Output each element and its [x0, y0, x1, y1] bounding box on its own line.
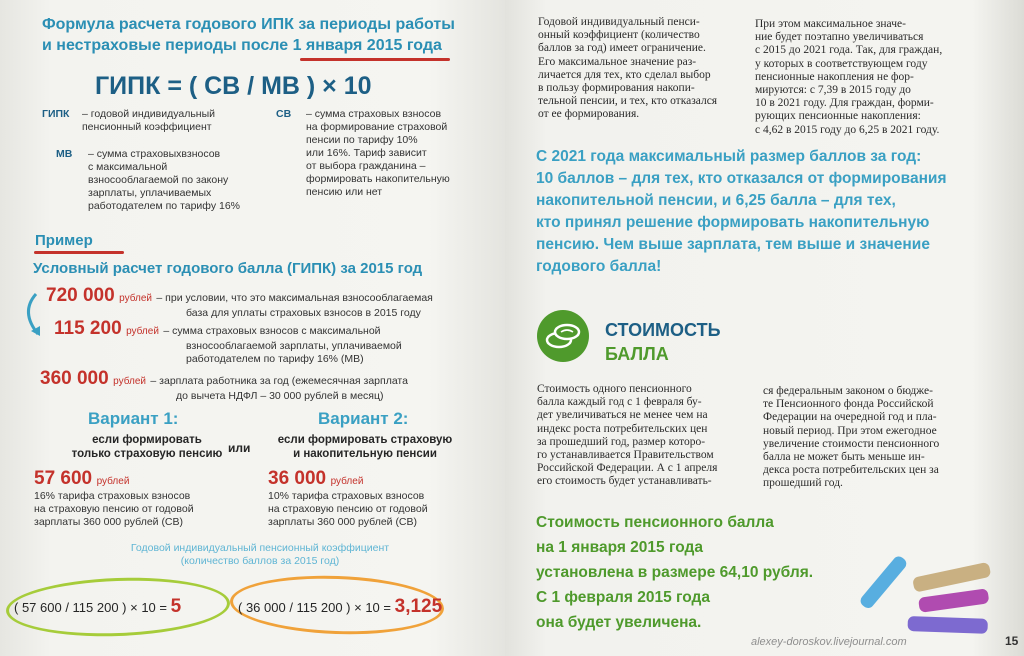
row-unit: рублей [119, 293, 152, 304]
example-row [46, 285, 496, 320]
caption-line: Годовой индивидуальный пенсионный коэффициент [130, 542, 390, 554]
text-line: онный коэффициент (количество [538, 29, 700, 42]
variant-text: 10% тарифа страховых взносов [268, 490, 425, 502]
def-line: на формирование страховой [306, 121, 448, 133]
row-number: 360 000 [40, 368, 109, 389]
example-row [40, 368, 500, 403]
example-row [54, 318, 494, 366]
text-line: При этом максимальное значе- [755, 18, 906, 30]
variant-unit: рублей [330, 476, 364, 487]
note-line: Стоимость пенсионного балла [536, 514, 774, 531]
row-unit: рублей [126, 326, 159, 337]
variant-number: 57 600 [34, 468, 93, 489]
variant-text: зарплаты 360 000 рублей (СВ) [34, 516, 184, 528]
note-line: на 1 января 2015 года [536, 539, 703, 556]
page-number: 15 [1005, 634, 1019, 648]
variant-text: на страховую пенсию от годовой [34, 503, 194, 515]
variant2-title: Вариант 2: [318, 409, 409, 428]
text-line: Российской Федерации. А с 1 апреля [537, 462, 718, 475]
variant1-title: Вариант 1: [88, 409, 179, 428]
row-unit: рублей [113, 376, 146, 387]
variant-text: 16% тарифа страховых взносов [34, 490, 191, 502]
def-line: работодателем по тарифу 16% [88, 200, 241, 212]
left-page [0, 0, 505, 656]
text-line: в пользу формирования накопи- [538, 82, 695, 95]
row-number: 115 200 [54, 318, 122, 339]
cost-column-2 [763, 385, 983, 491]
text-line: его стоимость будет устанавливать- [537, 475, 712, 488]
text-line: балла каждый год с 1 февраля бу- [537, 396, 702, 409]
row-text: – сумма страховых взносов с максимальной [163, 325, 381, 337]
calc-expression: ( 36 000 / 115 200 ) × 10 = [238, 600, 391, 615]
def-mv [56, 148, 286, 213]
text-line: Годовой индивидуальный пенси- [538, 16, 700, 28]
row-text: – при условии, что это максимальная взносооблагаемая [156, 292, 433, 304]
heading-underline [300, 58, 450, 61]
text-line: го устанавливается Правительством [537, 449, 714, 462]
text-line: за прошедший год, размер которо- [537, 435, 706, 448]
section-title-line: СТОИМОСТЬ [605, 320, 721, 340]
text-line: ся федеральным законом о бюдже- [763, 385, 933, 397]
variant2-condition [265, 433, 465, 461]
highlight-line: годового балла! [536, 258, 662, 275]
formula: ГИПК = ( СВ / МВ ) × 10 [95, 72, 372, 100]
def-line: зарплаты, уплачиваемых [88, 187, 212, 199]
chalk-icon [850, 548, 1000, 638]
example-title: Условный расчет годового балла (ГИПК) за 2015 год [33, 260, 423, 277]
def-line: – сумма страховых взносов [306, 108, 442, 120]
text-line: те Пенсионного фонда Российской [763, 398, 934, 411]
row-text: до вычета НДФЛ – 30 000 рублей в месяц) [176, 390, 384, 402]
text-line: с 4,62 в 2015 году до 6,25 в 2021 году. [755, 123, 940, 136]
text-line: дет увеличиваться не менее чем на [537, 409, 708, 422]
variant1-condition [62, 433, 232, 461]
highlight-line: кто принял решение формировать накопительную [536, 214, 930, 231]
condition-line: только страховую пенсию [71, 448, 223, 460]
variant-text: зарплаты 360 000 рублей (СВ) [268, 516, 418, 528]
def-line: пенсию или нет [306, 186, 383, 198]
text-line: Его максимальное значение раз- [538, 55, 697, 68]
def-line: пенсионный коэффициент [82, 121, 212, 133]
intro-column-2 [755, 18, 970, 137]
variant2-amount [268, 468, 498, 529]
row-number: 720 000 [46, 285, 115, 306]
def-term: СВ [276, 108, 292, 120]
row-text: база для уплаты страховых взносов в 2015 году [186, 307, 421, 319]
text-line: с 2015 до 2021 года. Так, для граждан, [755, 44, 943, 57]
def-line: – сумма страховыхвзносов [88, 148, 221, 160]
def-term: ГИПК [42, 108, 70, 120]
text-line: у которых в соответствующем году [755, 57, 928, 70]
condition-line: если формировать [92, 434, 202, 446]
row-text: взносооблагаемой зарплаты, уплачиваемой [186, 340, 402, 352]
note-line: С 1 февраля 2015 года [536, 589, 710, 606]
text-line: прошедший год. [763, 477, 843, 490]
section-title [605, 318, 721, 366]
text-line: баллов за год) имеет ограничение. [538, 42, 706, 55]
watermark: alexey-doroskov.livejournal.com [751, 636, 907, 648]
def-line: взносооблагаемой по закону [88, 174, 229, 186]
caption-line: (количество баллов за 2015 год) [180, 555, 340, 567]
condition-line: если формировать страховую [277, 434, 453, 446]
heading-line: Формула расчета годового ИПК за периоды работы [42, 16, 455, 33]
text-line: тельной пенсии, и тех, кто отказался [538, 95, 718, 108]
max-points-highlight [536, 146, 996, 278]
text-line: пенсионные накопления не фор- [755, 70, 914, 83]
text-line: личается для тех, кто сделал выбор [538, 68, 711, 81]
text-line: Стоимость одного пенсионного [537, 383, 692, 395]
highlight-line: С 2021 года максимальный размер баллов за год: [536, 148, 922, 165]
cost-column-1 [537, 383, 752, 489]
variant-number: 36 000 [268, 468, 327, 489]
example-underline [34, 251, 124, 254]
text-line: ние будет поэтапно увеличиваться [755, 31, 924, 44]
text-line: 10 в 2021 году. Для граждан, форми- [755, 97, 934, 110]
text-line: новый период. При этом ежегодное [763, 424, 937, 437]
point-cost-note [536, 510, 876, 635]
def-sv [276, 108, 496, 199]
formula-heading [42, 14, 455, 56]
or-label: или [228, 441, 251, 455]
highlight-line: 10 баллов – для тех, кто отказался от формирования [536, 170, 947, 187]
right-page [505, 0, 1024, 656]
def-line: с максимальной [88, 161, 168, 173]
note-line: она будет увеличена. [536, 614, 702, 631]
example-label: Пример [35, 232, 93, 249]
text-line: увеличение стоимости пенсионного [763, 437, 940, 450]
def-line: формировать накопительную [306, 173, 450, 185]
text-line: декса роста потребительских цен за [763, 464, 939, 477]
text-line: индекс роста потребительских цен [537, 422, 708, 435]
note-line: установлена в размере 64,10 рубля. [536, 564, 814, 581]
row-text: работодателем по тарифу 16% (МВ) [186, 353, 364, 365]
condition-line: и накопительную пенсии [293, 448, 437, 460]
text-line: от ее формирования. [538, 108, 640, 121]
text-line: рующих пенсионные накопления: [755, 110, 921, 123]
variant-unit: рублей [96, 476, 130, 487]
section-title-line: БАЛЛА [605, 344, 669, 364]
calc-expression: ( 57 600 / 115 200 ) × 10 = [14, 600, 167, 615]
heading-line: и нестраховые периоды после 1 января 2015 года [42, 37, 442, 54]
curved-arrow-icon [18, 290, 48, 340]
row-text: – зарплата работника за год (ежемесячная зарплата [150, 375, 408, 387]
variant1-amount [34, 468, 254, 529]
calc-result: 3,125 [394, 596, 443, 617]
def-term: МВ [56, 148, 73, 160]
coins-icon [537, 310, 589, 362]
def-line: от выбора гражданина – [306, 160, 426, 172]
variant-text: на страховую пенсию от годовой [268, 503, 428, 515]
text-line: балла не может быть меньше ин- [763, 451, 925, 464]
calc1 [14, 596, 181, 618]
def-line: пенсии по тарифу 10% [306, 134, 418, 146]
calc2 [238, 596, 442, 618]
calc-result: 5 [170, 596, 182, 617]
highlight-line: пенсию. Чем выше зарплата, тем выше и значение [536, 236, 930, 253]
text-line: мируются: с 7,39 в 2015 году до [755, 84, 911, 97]
text-line: Федерации на очередной год и пла- [763, 411, 937, 424]
highlight-line: накопительной пенсии, и 6,25 балла – для тех, [536, 192, 896, 209]
intro-column-1 [538, 16, 744, 122]
def-gipk [42, 108, 272, 134]
def-line: или 16%. Тариф зависит [306, 147, 427, 159]
ipk-caption [70, 542, 450, 568]
def-line: – годовой индивидуальный [82, 108, 216, 120]
